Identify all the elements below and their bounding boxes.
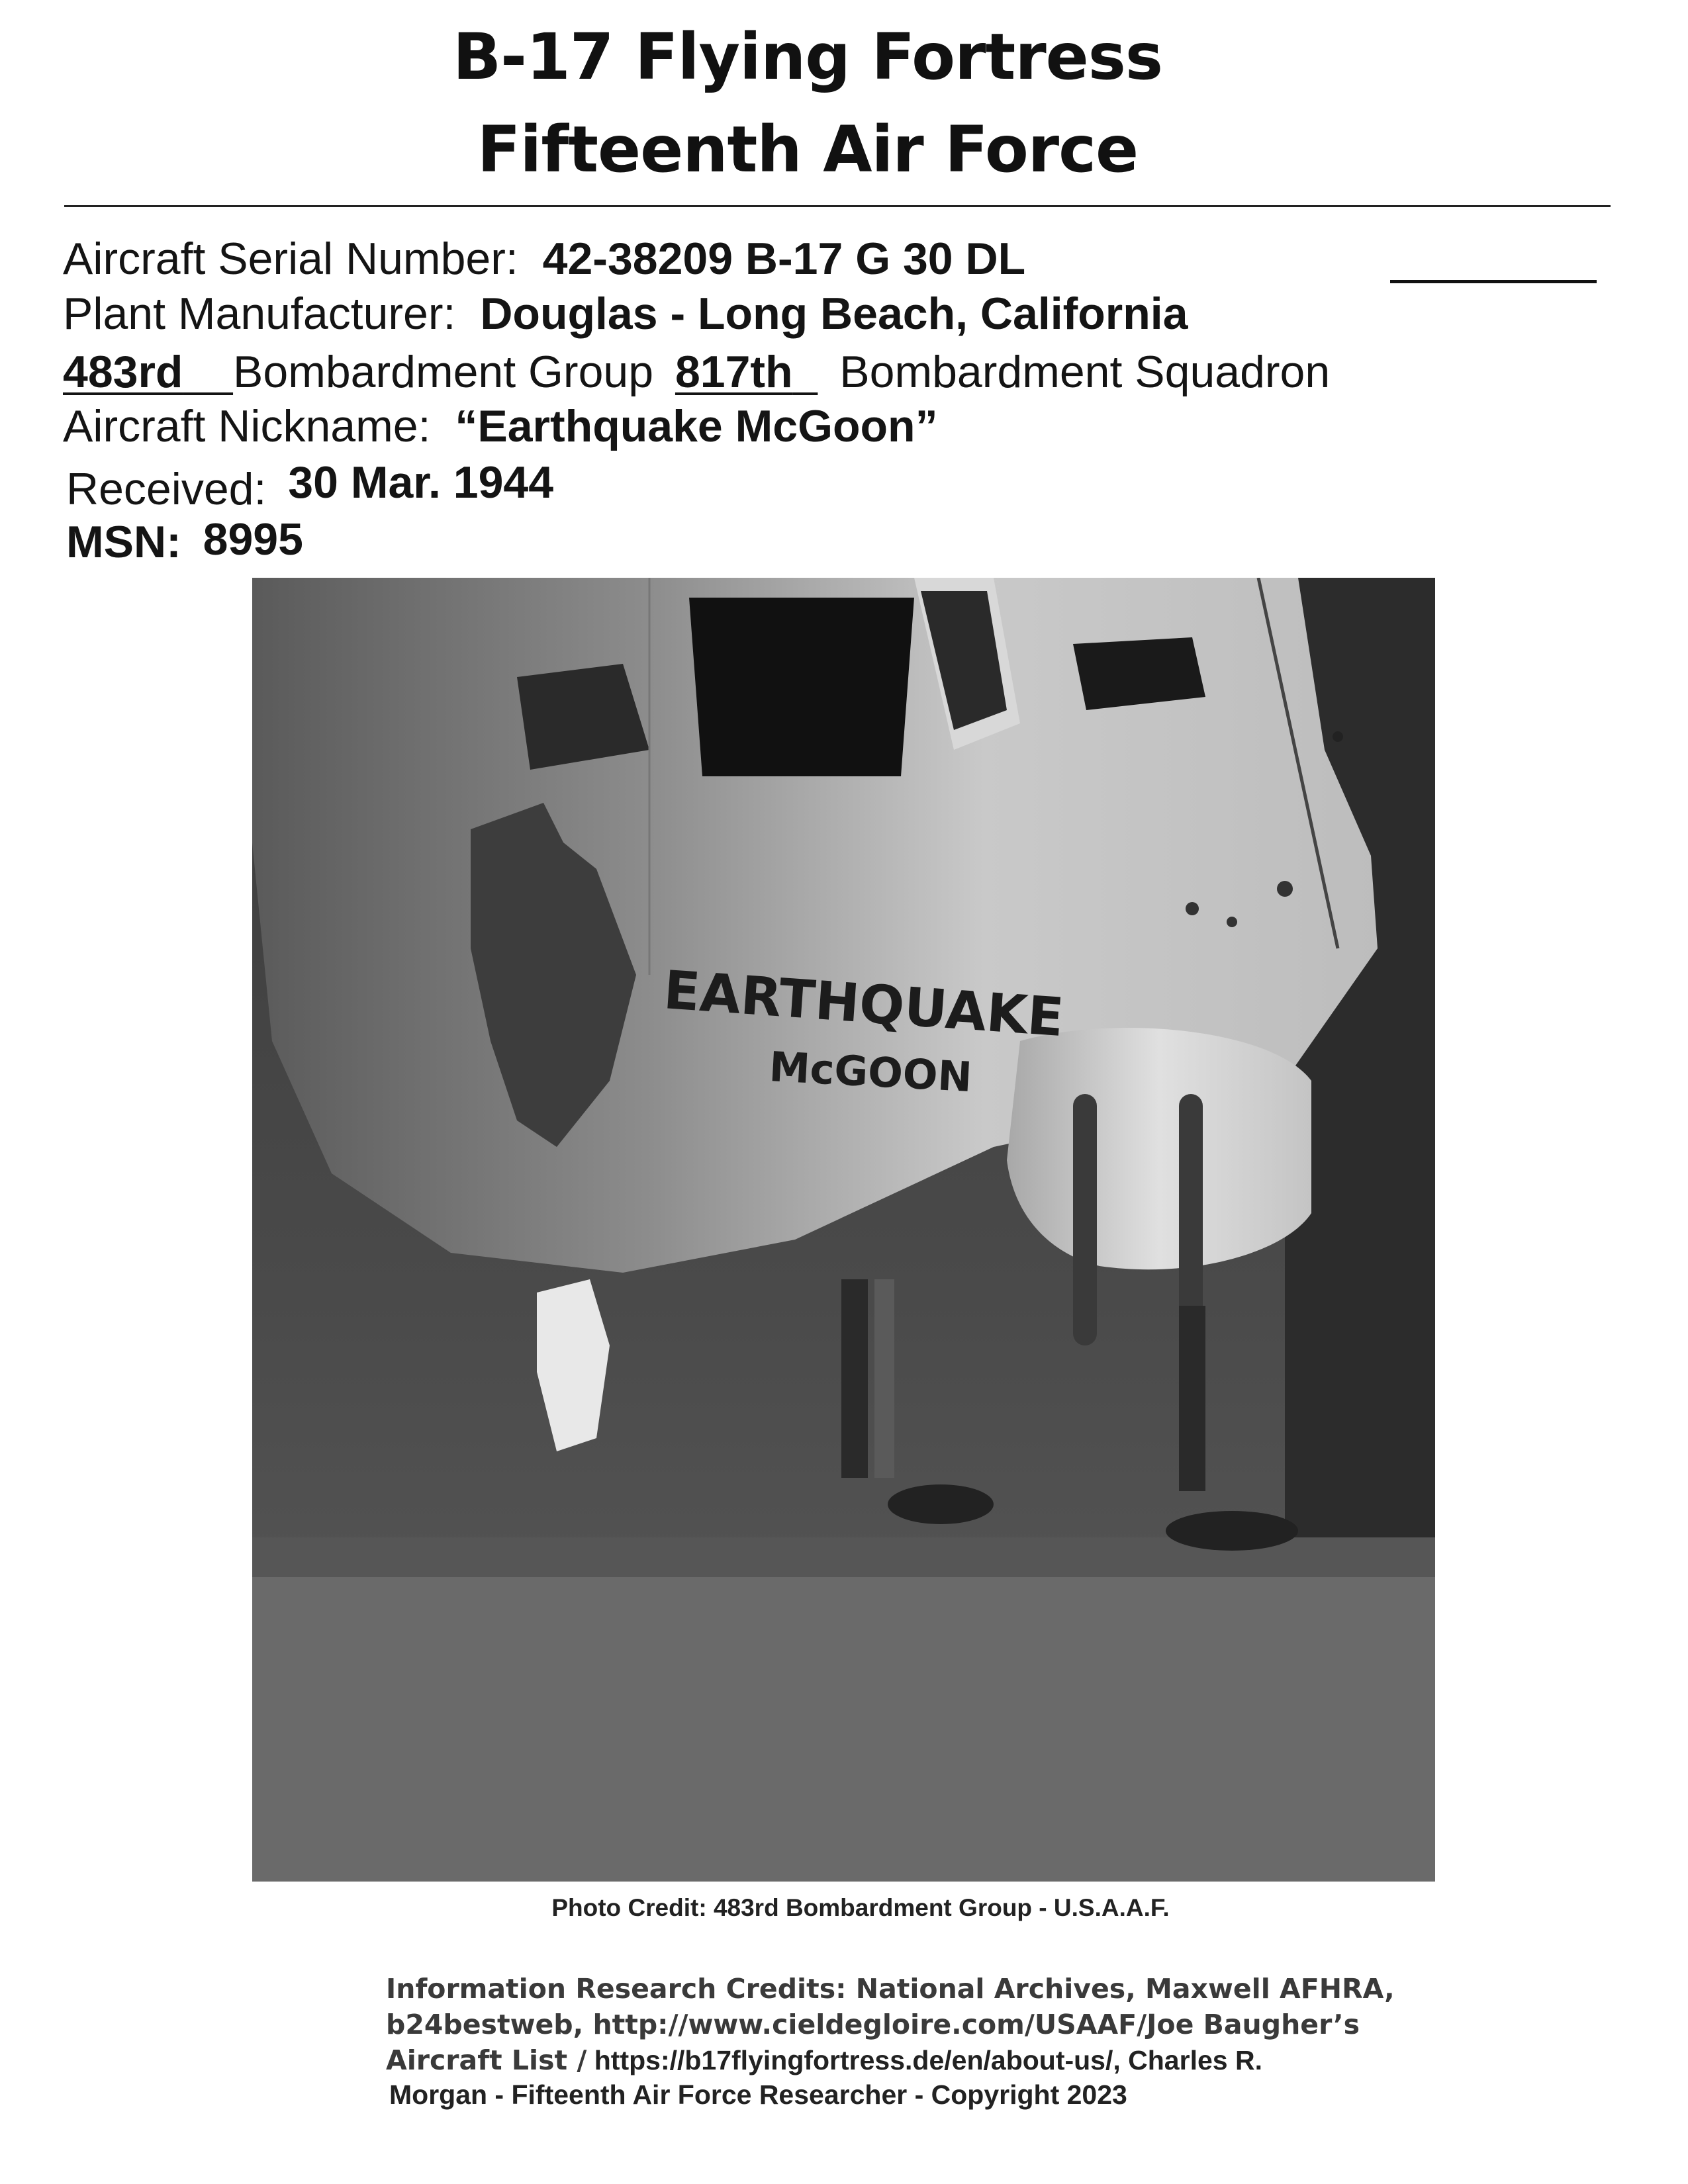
msn-value: 8995 <box>203 514 303 565</box>
page-title-line-1: B-17 Flying Fortress <box>452 20 1163 94</box>
aircraft-nose-illustration <box>252 578 1435 1882</box>
msn-label: MSN: <box>66 517 181 567</box>
nose-art-line-1: EARTHQUAKE <box>661 959 1066 1049</box>
plant-row <box>63 289 1188 339</box>
serial-value: 42-38209 B-17 G 30 DL <box>542 234 1026 284</box>
nickname-value: “Earthquake McGoon” <box>455 401 938 451</box>
research-credits-line-1: Information Research Credits: National Archives, Maxwell AFHRA, <box>386 1973 1395 2005</box>
research-credits-line-3 <box>386 2044 1262 2076</box>
photo-credit: Photo Credit: 483rd Bombardment Group - U.S.A.A.F. <box>551 1894 1170 1921</box>
page-title-line-2: Fifteenth Air Force <box>477 113 1139 187</box>
serial-label: Aircraft Serial Number: <box>63 234 518 284</box>
group-row <box>63 347 1331 397</box>
nickname-label: Aircraft Nickname: <box>63 401 431 451</box>
title-divider <box>64 205 1611 207</box>
nickname-row <box>63 401 938 451</box>
research-credits-line-2: b24bestweb, http://www.cieldegloire.com/USAAF/Joe Baugher’s <box>386 2009 1360 2040</box>
plant-value: Douglas - Long Beach, California <box>480 289 1188 339</box>
blank-line <box>1390 280 1597 283</box>
research-credits-line-4: Morgan - Fifteenth Air Force Researcher - Copyright 2023 <box>389 2079 1127 2110</box>
aircraft-photo <box>252 578 1435 1882</box>
plant-label: Plant Manufacturer: <box>63 289 456 339</box>
msn-row <box>66 514 303 567</box>
serial-row <box>63 234 1026 284</box>
research-credits-line-3a: Aircraft List / <box>386 2044 587 2076</box>
group-number: 483rd <box>63 347 183 397</box>
received-row <box>66 457 554 514</box>
research-credits-line-3b: https://b17flyingfortress.de/en/about-us/, Charles R. <box>594 2045 1262 2075</box>
group-label: Bombardment Group <box>233 347 654 397</box>
nose-art-line-2: McGOON <box>768 1042 974 1102</box>
received-label: Received: <box>66 464 267 514</box>
squadron-label: Bombardment Squadron <box>839 347 1331 397</box>
received-value: 30 Mar. 1944 <box>288 457 554 508</box>
squadron-number: 817th <box>675 347 793 397</box>
